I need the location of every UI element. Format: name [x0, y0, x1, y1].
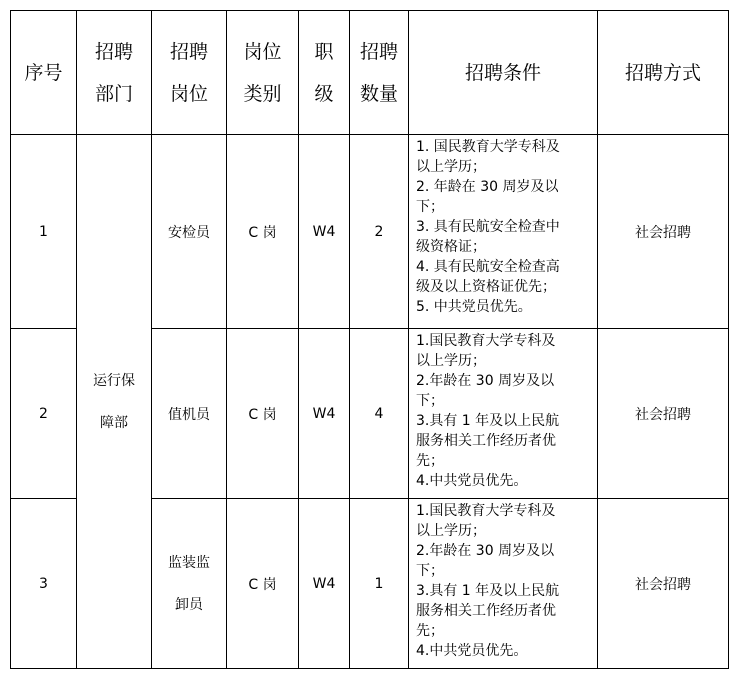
level-cell: W4 — [299, 329, 350, 499]
seq-cell: 1 — [11, 135, 77, 329]
conditions-cell: 1.国民教育大学专科及 以上学历； 2.年龄在 30 周岁及以 下； 3.具有 1 年及以上民航 服务相关工作经历者优 先； 4.中共党员优先。 — [409, 329, 598, 499]
count-cell: 4 — [350, 329, 409, 499]
conditions-cell: 1.国民教育大学专科及 以上学历； 2.年龄在 30 周岁及以 下； 3.具有 1 年及以上民航 服务相关工作经历者优 先； 4.中共党员优先。 — [409, 499, 598, 669]
count-cell: 1 — [350, 499, 409, 669]
header-level: 职 级 — [299, 11, 350, 135]
category-cell: C 岗 — [227, 135, 299, 329]
level-cell: W4 — [299, 499, 350, 669]
position-cell: 监装监 卸员 — [152, 499, 227, 669]
category-cell: C 岗 — [227, 499, 299, 669]
header-conditions: 招聘条件 — [409, 11, 598, 135]
seq-cell: 2 — [11, 329, 77, 499]
header-category: 岗位 类别 — [227, 11, 299, 135]
header-row — [11, 11, 729, 135]
seq-cell: 3 — [11, 499, 77, 669]
category-cell: C 岗 — [227, 329, 299, 499]
count-cell: 2 — [350, 135, 409, 329]
department-cell: 运行保 障部 — [77, 135, 152, 669]
method-cell: 社会招聘 — [598, 329, 729, 499]
header-method: 招聘方式 — [598, 11, 729, 135]
recruitment-table — [10, 10, 729, 669]
level-cell: W4 — [299, 135, 350, 329]
method-cell: 社会招聘 — [598, 499, 729, 669]
conditions-cell: 1. 国民教育大学专科及 以上学历； 2. 年龄在 30 周岁及以 下； 3. 具有民航安全检查中 级资格证； 4. 具有民航安全检查高 级及以上资格证优先； 5. 中共党员优先。 — [409, 135, 598, 329]
header-count: 招聘 数量 — [350, 11, 409, 135]
header-department: 招聘 部门 — [77, 11, 152, 135]
position-cell: 安检员 — [152, 135, 227, 329]
header-seq: 序号 — [11, 11, 77, 135]
header-position: 招聘 岗位 — [152, 11, 227, 135]
table-row — [11, 135, 729, 329]
method-cell: 社会招聘 — [598, 135, 729, 329]
position-cell: 值机员 — [152, 329, 227, 499]
